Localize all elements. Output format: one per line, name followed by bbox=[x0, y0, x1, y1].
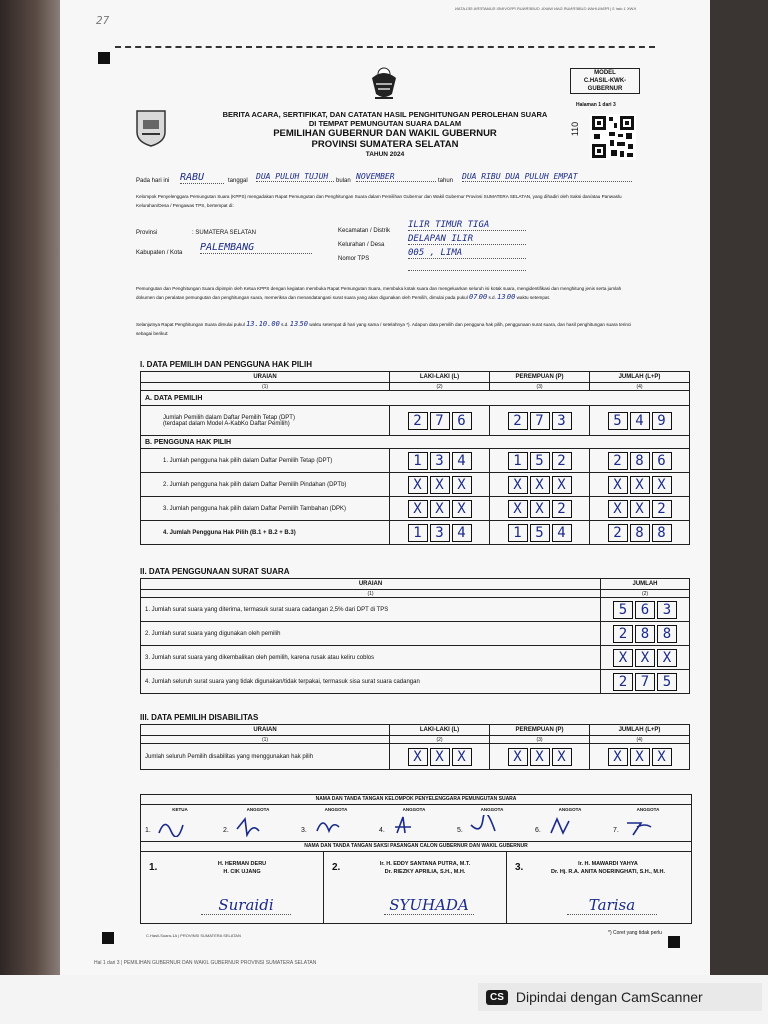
signature-icon bbox=[469, 815, 499, 837]
digit-box: 7 bbox=[635, 673, 655, 691]
digit-box: 3 bbox=[430, 524, 450, 542]
digit-box: X bbox=[530, 500, 550, 518]
s1-header-t: JUMLAH (L+P) bbox=[590, 372, 690, 383]
s1-header-p: PEREMPUAN (P) bbox=[490, 372, 590, 383]
count-end-hour: 13 bbox=[289, 320, 299, 328]
count-paragraph: Selanjutnya Rapat Penghitungan Suara dimulai pukul 13.10.00 s.d. 13.50 waktu setempat di hari yang sama / setelahnya *). Adapun data pemilih dan pengguna hak pilih, penggunaan surat suara, dan hasil penghitungan suara terinci sebagai berikut: bbox=[136, 320, 632, 336]
label-provinsi: Provinsi bbox=[136, 230, 158, 236]
s2-header-jumlah: JUMLAH bbox=[601, 579, 690, 590]
digit-box: 2 bbox=[613, 673, 633, 691]
value-kecamatan: ILIR TIMUR TIGA bbox=[408, 220, 526, 231]
model-line3: GUBERNUR bbox=[587, 86, 623, 92]
digit-box: X bbox=[630, 748, 650, 766]
time-start-min: 00 bbox=[478, 293, 488, 301]
digit-box: X bbox=[508, 500, 528, 518]
digit-box: 3 bbox=[552, 412, 572, 430]
s2-row1-label: 1. Jumlah surat suara yang diterima, termasuk surat suara cadangan 2,5% dari DPT di TPS bbox=[141, 598, 601, 622]
signature-icon bbox=[313, 815, 343, 837]
doc-title-line3: PEMILIHAN GUBERNUR DAN WAKIL GUBERNUR bbox=[273, 128, 497, 139]
s1-header-l: LAKI-LAKI (L) bbox=[390, 372, 490, 383]
digit-box: X bbox=[452, 500, 472, 518]
digit-box: 5 bbox=[530, 452, 550, 470]
candidate-vice: Dr. RIEZKY APRILIA, S.H., M.H. bbox=[384, 869, 466, 875]
kpps-role: ANGGOTA bbox=[246, 807, 270, 812]
kpps-number: 5. bbox=[457, 827, 463, 834]
section3-table bbox=[140, 724, 690, 770]
row-dpt-l bbox=[394, 412, 485, 430]
s2-row4-value bbox=[605, 673, 685, 691]
digit-box: 2 bbox=[613, 625, 633, 643]
digit-box: 5 bbox=[530, 524, 550, 542]
s2-header-uraian: URAIAN bbox=[141, 579, 601, 590]
digit-box: X bbox=[508, 476, 528, 494]
digit-box: X bbox=[508, 748, 528, 766]
digit-box: 5 bbox=[608, 412, 628, 430]
kpps-role: ANGGOTA bbox=[636, 807, 660, 812]
saksi-signature-title: NAMA DAN TANDA TANGAN SAKSI PASANGAN CALON GUBERNUR DAN WAKIL GUBERNUR bbox=[141, 842, 691, 852]
label-tps: Nomor TPS bbox=[338, 256, 370, 262]
s3-row-t bbox=[594, 748, 685, 766]
s3-header-t: JUMLAH (L+P) bbox=[590, 725, 690, 736]
kpps-role: ANGGOTA bbox=[480, 807, 504, 812]
value-hari: RABU bbox=[180, 172, 224, 184]
kpps-number: 2. bbox=[223, 827, 229, 834]
digit-box: 4 bbox=[452, 524, 472, 542]
kpps-signer bbox=[609, 805, 687, 841]
digit-box: X bbox=[430, 476, 450, 494]
s2-sub: (2) bbox=[601, 590, 690, 598]
blank-line bbox=[408, 270, 526, 271]
corner-note: 27 bbox=[96, 14, 110, 27]
digit-box: X bbox=[430, 500, 450, 518]
s1-header-uraian: URAIAN bbox=[141, 372, 390, 383]
kpps-number: 7. bbox=[613, 827, 619, 834]
model-line1: MODEL bbox=[594, 70, 616, 76]
digit-box: 8 bbox=[630, 524, 650, 542]
row-b3-t bbox=[594, 500, 685, 518]
section1-title: I. DATA PEMILIH DAN PENGGUNA HAK PILIH bbox=[140, 360, 312, 369]
doc-title-line5: TAHUN 2024 bbox=[365, 151, 405, 158]
s3-row-label: Jumlah seluruh Pemilih disabilitas yang menggunakan hak pilih bbox=[141, 744, 390, 770]
s3-sub: (2) bbox=[390, 736, 490, 744]
s2-row1-value bbox=[605, 601, 685, 619]
s2-sub: (1) bbox=[141, 590, 601, 598]
kpps-role: ANGGOTA bbox=[402, 807, 426, 812]
count-start: 13.10.00 bbox=[246, 320, 280, 328]
candidate-governor: H. HERMAN DERU bbox=[217, 861, 267, 867]
s3-header-uraian: URAIAN bbox=[141, 725, 390, 736]
group-a-title: A. DATA PEMILIH bbox=[141, 391, 690, 406]
kpps-signer bbox=[453, 805, 531, 841]
value-bulan: NOVEMBER bbox=[356, 172, 436, 182]
digit-box: 2 bbox=[508, 412, 528, 430]
row-b4-label: 4. Jumlah Pengguna Hak Pilih (B.1 + B.2 + B.3) bbox=[141, 521, 390, 545]
digit-box: X bbox=[530, 476, 550, 494]
s3-header-p: PEREMPUAN (P) bbox=[490, 725, 590, 736]
registration-mark bbox=[102, 932, 114, 944]
procedure-text: Pemungutan dan Penghitungan Suara dipimpin oleh Ketua KPPS dengan kegiatan membuka Rapat Pemungutan Suara, membuka kotak suara dan mengeluarkan seluruh isi kotak suara, mengidentifikasi dan menghitung jenis serta jumlah dokumen dan peralatan pemungutan dan penghitungan suara, memeriksa dan menandatangani surat suara yang akan digunakan oleh Pemilih, dimulai pada pukul bbox=[136, 286, 622, 300]
saksi-signature-row bbox=[141, 852, 691, 924]
digit-box: 8 bbox=[630, 452, 650, 470]
digit-box: X bbox=[613, 649, 633, 667]
model-line2: C.HASIL-KWK- bbox=[583, 78, 627, 84]
digit-box: 4 bbox=[552, 524, 572, 542]
s1-sub: (3) bbox=[490, 383, 590, 391]
s3-sub: (3) bbox=[490, 736, 590, 744]
kpps-role: KETUA bbox=[172, 807, 188, 812]
procedure-paragraph: Pemungutan dan Penghitungan Suara dipimpin oleh Ketua KPPS dengan kegiatan membuka Rapat Pemungutan Suara, membuka kotak suara dan mengeluarkan seluruh isi kotak suara, mengidentifikasi dan menghitung jenis serta jumlah dokumen dan peralatan pemungutan dan penghitungan suara, memeriksa dan menandatangani surat suara yang akan digunakan oleh Pemilih, dimulai pada pukul 07.00 s.d. 13.00 waktu setempat. bbox=[136, 286, 622, 301]
digit-box: X bbox=[652, 748, 672, 766]
digit-box: 5 bbox=[657, 673, 677, 691]
label-kabupaten: Kabupaten / Kota bbox=[136, 250, 183, 256]
group-b-title: B. PENGGUNA HAK PILIH bbox=[141, 436, 690, 449]
background-left bbox=[0, 0, 60, 1024]
candidate-names bbox=[350, 860, 500, 876]
digit-box: X bbox=[608, 500, 628, 518]
time-end-min: 00 bbox=[506, 293, 516, 301]
signature-block bbox=[140, 794, 692, 924]
kpps-role: ANGGOTA bbox=[558, 807, 582, 812]
witness-signature: SYUHADA bbox=[384, 896, 474, 915]
count-tail: waktu setempat di hari yang sama / setelahnya *). Adapun data pemilih dan pengguna hak pilih, penggunaan surat suara, dan hasil penghitungan suara terinci sebagai berikut: bbox=[136, 322, 632, 336]
s3-sub: (1) bbox=[141, 736, 390, 744]
section1-table bbox=[140, 371, 690, 545]
time-separator: s.d. bbox=[488, 295, 496, 300]
kpps-role: ANGGOTA bbox=[324, 807, 348, 812]
label-hari: Pada hari ini bbox=[136, 178, 170, 184]
digit-box: 5 bbox=[613, 601, 633, 619]
digit-box: X bbox=[552, 748, 572, 766]
cut-line bbox=[115, 46, 655, 48]
count-end-min: 50 bbox=[299, 320, 308, 328]
signature-icon bbox=[235, 815, 265, 837]
kpps-signer bbox=[219, 805, 297, 841]
digit-box: 6 bbox=[652, 452, 672, 470]
digit-box: 2 bbox=[652, 500, 672, 518]
section2-title: II. DATA PENGGUNAAN SURAT SUARA bbox=[140, 567, 290, 576]
digit-box: 1 bbox=[508, 524, 528, 542]
digit-box: 2 bbox=[408, 412, 428, 430]
time-start-hour: 07 bbox=[469, 293, 478, 301]
kpps-signer bbox=[297, 805, 375, 841]
digit-box: 1 bbox=[408, 524, 428, 542]
s1-sub: (1) bbox=[141, 383, 390, 391]
saksi-cell bbox=[324, 852, 507, 924]
camscanner-badge: CS bbox=[486, 990, 508, 1005]
row-b4-l bbox=[394, 524, 485, 542]
time-tail: waktu setempat. bbox=[516, 295, 551, 300]
value-kabupaten: PALEMBANG bbox=[200, 242, 312, 254]
label-kecamatan: Kecamatan / Distrik bbox=[338, 228, 391, 234]
digit-box: X bbox=[452, 748, 472, 766]
witness-signature: Suraidi bbox=[201, 896, 291, 915]
kpps-signature-title: NAMA DAN TANDA TANGAN KELOMPOK PENYELENGGARA PEMUNGUTAN SUARA bbox=[141, 795, 691, 805]
registration-mark bbox=[668, 936, 680, 948]
digit-box: 2 bbox=[608, 452, 628, 470]
signature-icon bbox=[625, 815, 655, 837]
s2-row2-label: 2. Jumlah surat suara yang digunakan oleh pemilih bbox=[141, 622, 601, 646]
row-b2-label: 2. Jumlah pengguna hak pilih dalam Daftar Pemilih Pindahan (DPTb) bbox=[141, 473, 390, 497]
s3-row-l bbox=[394, 748, 485, 766]
kpu-logo-icon bbox=[366, 64, 402, 106]
value-kelurahan: DELAPAN ILIR bbox=[408, 234, 526, 245]
s2-row2-value bbox=[605, 625, 685, 643]
doc-title-line4: PROVINSI SUMATERA SELATAN bbox=[311, 139, 459, 150]
kpps-number: 4. bbox=[379, 827, 385, 834]
digit-box: X bbox=[630, 500, 650, 518]
candidate-vice: H. CIK UJANG bbox=[223, 869, 261, 875]
row-b4-t bbox=[594, 524, 685, 542]
digit-box: X bbox=[657, 649, 677, 667]
model-box bbox=[570, 68, 640, 94]
label-bulan: bulan bbox=[336, 178, 351, 184]
doc-title-line2: DI TEMPAT PEMUNGUTAN SUARA DALAM bbox=[308, 119, 462, 128]
digit-box: X bbox=[430, 748, 450, 766]
s3-header-l: LAKI-LAKI (L) bbox=[390, 725, 490, 736]
witness-signature: Tarisa bbox=[567, 896, 657, 915]
digit-box: 2 bbox=[552, 452, 572, 470]
candidate-names bbox=[533, 860, 683, 876]
kpps-number: 1. bbox=[145, 827, 151, 834]
saksi-cell bbox=[507, 852, 689, 924]
value-tps: 005 , LIMA bbox=[408, 248, 526, 259]
digit-box: X bbox=[608, 748, 628, 766]
model-code: 110 bbox=[570, 121, 581, 137]
candidate-vice: Dr. Hj. R.A. ANITA NOERINGHATI, S.H., M.H. bbox=[551, 869, 665, 875]
label-tanggal: tanggal bbox=[228, 178, 248, 184]
digit-box: 2 bbox=[608, 524, 628, 542]
camscanner-text: Dipindai dengan CamScanner bbox=[515, 989, 703, 1005]
scanned-document bbox=[60, 0, 710, 975]
digit-box: X bbox=[408, 748, 428, 766]
row-b2-t bbox=[594, 476, 685, 494]
digit-box: X bbox=[452, 476, 472, 494]
digit-box: 4 bbox=[452, 452, 472, 470]
kpps-number: 3. bbox=[301, 827, 307, 834]
signature-icon bbox=[157, 815, 187, 837]
digit-box: X bbox=[552, 476, 572, 494]
digit-box: X bbox=[630, 476, 650, 494]
row-b1-p bbox=[494, 452, 585, 470]
candidate-governor: Ir. H. MAWARDI YAHYA bbox=[578, 861, 638, 867]
row-b3-label: 3. Jumlah pengguna hak pilih dalam Daftar Pemilih Tambahan (DPK) bbox=[141, 497, 390, 521]
intro-paragraph: Kelompok Penyelenggara Pemungutan Suara (KPPS) mengadakan Rapat Pemungutan dan Penghitungan Suara dalam Pemilihan Gubernur dan Wakil Gubernur Provinsi SUMATERA SELATAN, yang dihadiri oleh Saksi dan/atau Panwaslu Kelurahan/Desa / Pengawas TPS, bertempat di: bbox=[136, 194, 622, 208]
row-b1-label: 1. Jumlah pengguna hak pilih dalam Daftar Pemilih Tetap (DPT) bbox=[141, 449, 390, 473]
s1-sub: (2) bbox=[390, 383, 490, 391]
value-tanggal: DUA PULUH TUJUH bbox=[256, 172, 334, 182]
value-tahun: DUA RIBU DUA PULUH EMPAT bbox=[462, 172, 632, 182]
s2-row4-label: 4. Jumlah seluruh surat suara yang tidak digunakan/tidak terpakai, termasuk sisa surat suara cadangan bbox=[141, 670, 601, 694]
saksi-cell bbox=[141, 852, 324, 924]
row-dpt-t bbox=[594, 412, 685, 430]
page-indicator: Halaman 1 dari 3 bbox=[576, 102, 616, 108]
row-b3-p bbox=[494, 500, 585, 518]
digit-box: 6 bbox=[452, 412, 472, 430]
registration-mark bbox=[98, 52, 110, 64]
digit-box: 3 bbox=[430, 452, 450, 470]
label-tahun: tahun bbox=[438, 178, 454, 184]
row-dpt-p bbox=[494, 412, 585, 430]
digit-box: 4 bbox=[630, 412, 650, 430]
row-b2-p bbox=[494, 476, 585, 494]
s3-row-p bbox=[494, 748, 585, 766]
row-b1-l bbox=[394, 452, 485, 470]
kpps-signer bbox=[141, 805, 219, 841]
digit-box: 1 bbox=[508, 452, 528, 470]
section2-table bbox=[140, 578, 690, 694]
s2-row3-label: 3. Jumlah surat suara yang dikembalikan oleh pemilih, karena rusak atau keliru coblos bbox=[141, 646, 601, 670]
value-provinsi: : SUMATERA SELATAN bbox=[192, 230, 257, 236]
signature-icon bbox=[391, 815, 421, 837]
digit-box: X bbox=[408, 500, 428, 518]
saksi-number: 3. bbox=[515, 862, 524, 873]
digit-box: 1 bbox=[408, 452, 428, 470]
row-b1-t bbox=[594, 452, 685, 470]
camscanner-watermark bbox=[478, 983, 762, 1011]
s3-sub: (4) bbox=[590, 736, 690, 744]
candidate-governor: Ir. H. EDDY SANTANA PUTRA, M.T. bbox=[379, 861, 471, 867]
signature-icon bbox=[547, 815, 577, 837]
time-end-hour: 13 bbox=[497, 293, 506, 301]
s1-sub: (4) bbox=[590, 383, 690, 391]
row-b3-l bbox=[394, 500, 485, 518]
digit-box: 2 bbox=[552, 500, 572, 518]
digit-box: 8 bbox=[657, 625, 677, 643]
row-dpt-label: Jumlah Pemilih dalam Daftar Pemilih Tetap (DPT) (terdapat dalam Model A-KabKo Daftar Pemilih) bbox=[141, 406, 390, 436]
kpps-signer bbox=[531, 805, 609, 841]
section3-title: III. DATA PEMILIH DISABILITAS bbox=[140, 713, 259, 722]
kpps-signature-row bbox=[141, 805, 691, 842]
header-strip: KWK 1 dari 3 | PEMILIHAN GUBERNUR DAN WAKIL GUBERNUR PROVINSI SUMATERA SELATAN bbox=[455, 6, 636, 11]
count-text: Selanjutnya Rapat Penghitungan Suara dimulai pukul bbox=[136, 322, 245, 327]
kpps-signer bbox=[375, 805, 453, 841]
saksi-number: 2. bbox=[332, 862, 341, 873]
digit-box: X bbox=[652, 476, 672, 494]
date-line bbox=[136, 172, 636, 186]
footer-note: *) Coret yang tidak perlu bbox=[608, 930, 662, 936]
digit-box: X bbox=[608, 476, 628, 494]
doc-title-line1: BERITA ACARA, SERTIFIKAT, DAN CATATAN HASIL PENGHITUNGAN PEROLEHAN SUARA bbox=[222, 110, 548, 119]
digit-box: X bbox=[530, 748, 550, 766]
footer-left: C.Hasil-Suara-1A | PROVINSI SUMATERA SELATAN bbox=[146, 933, 241, 938]
label-kelurahan: Kelurahan / Desa bbox=[338, 242, 385, 248]
digit-box: 8 bbox=[652, 524, 672, 542]
digit-box: 7 bbox=[530, 412, 550, 430]
row-b4-p bbox=[494, 524, 585, 542]
digit-box: X bbox=[408, 476, 428, 494]
digit-box: 8 bbox=[635, 625, 655, 643]
s2-row3-value bbox=[605, 649, 685, 667]
candidate-names bbox=[167, 860, 317, 876]
digit-box: 3 bbox=[657, 601, 677, 619]
saksi-number: 1. bbox=[149, 862, 158, 873]
digit-box: 6 bbox=[635, 601, 655, 619]
digit-box: 7 bbox=[430, 412, 450, 430]
count-separator: s.d. bbox=[281, 322, 289, 327]
row-b2-l bbox=[394, 476, 485, 494]
bottom-line: Hal 1 dari 3 | PEMILIHAN GUBERNUR DAN WAKIL GUBERNUR PROVINSI SUMATERA SELATAN bbox=[94, 960, 317, 966]
digit-box: 9 bbox=[652, 412, 672, 430]
kpps-number: 6. bbox=[535, 827, 541, 834]
digit-box: X bbox=[635, 649, 655, 667]
